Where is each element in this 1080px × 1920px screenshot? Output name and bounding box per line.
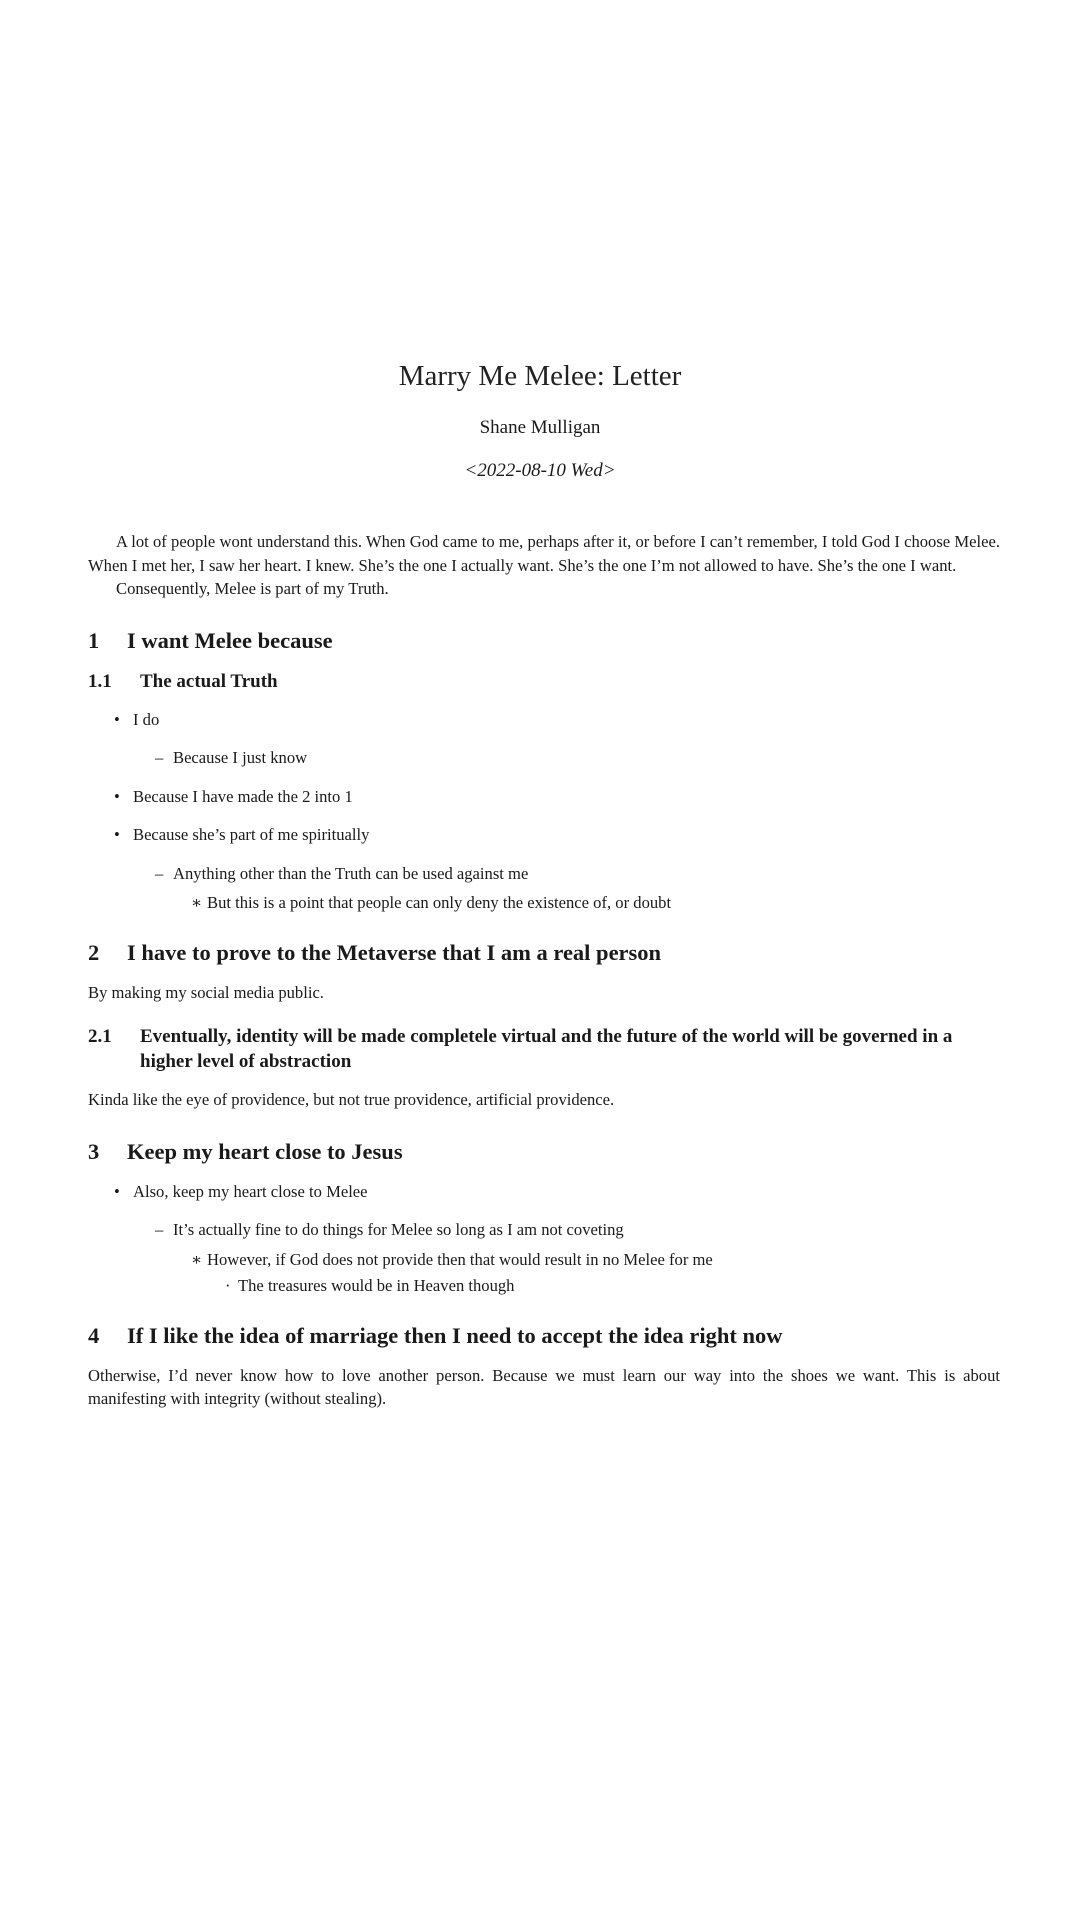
section-title: If I like the idea of marriage then I need to accept the idea right now (127, 1322, 783, 1348)
list-item (88, 708, 1000, 770)
list-item-text: However, if God does not provide then that would result in no Melee for me (207, 1249, 713, 1269)
section-number: 1 (88, 627, 100, 653)
bullet-marker: • (114, 786, 120, 806)
list-item (88, 823, 1000, 915)
subsection-heading (88, 669, 1000, 694)
subsection-heading (88, 1024, 1000, 1074)
dot-marker: · (225, 1276, 231, 1295)
bullet-marker: • (114, 709, 120, 729)
section-number: 2 (88, 939, 100, 965)
section-number: 3 (88, 1138, 100, 1164)
intro-paragraph: Consequently, Melee is part of my Truth. (116, 579, 389, 598)
section-heading (88, 627, 1000, 655)
section-text: Otherwise, I’d never know how to love another person. Because we must learn our way into the shoes we want. This is about manifesting with integrity (without stealing). (88, 1365, 1000, 1408)
nested-list (133, 1218, 1000, 1298)
dash-marker: – (155, 748, 164, 767)
intro-paragraph: A lot of people wont understand this. When God came to me, perhaps after it, or before I can’t remember, I told God I choose Melee. When I met her, I saw her heart. I knew. She’s the one I actually want. She’s the one I’m not allowed to have. She’s the one I want. (88, 532, 1000, 575)
bullet-marker: • (114, 825, 120, 844)
list-item (88, 785, 1000, 809)
asterisk-marker: ∗ (191, 1249, 203, 1269)
section-heading (88, 939, 1000, 967)
list-item (173, 891, 1000, 915)
subsection-text: Kinda like the eye of providence, but not true providence, artificial providence. (88, 1090, 615, 1109)
list-item-text: But this is a point that people can only deny the existence of, or doubt (207, 893, 672, 912)
list-item (133, 1218, 1000, 1298)
nested-list (173, 891, 1000, 915)
document-body (88, 530, 1000, 1411)
list-item (133, 862, 1000, 915)
section-title: Keep my heart close to Jesus (127, 1138, 403, 1164)
list-item-text: Because I have made the 2 into 1 (133, 786, 353, 806)
section-heading (88, 1322, 1000, 1350)
bullet-list (88, 1180, 1000, 1298)
section-title: I have to prove to the Metaverse that I am a real person (127, 939, 662, 965)
section-number: 4 (88, 1322, 100, 1348)
nested-list (133, 746, 1000, 770)
document-author: Shane Mulligan (479, 417, 601, 438)
list-item-text: It’s actually fine to do things for Melee so long as I am not coveting (173, 1220, 624, 1239)
section-title: I want Melee because (127, 627, 333, 653)
nested-list (207, 1274, 1000, 1298)
list-item-text: Also, keep my heart close to Melee (133, 1181, 368, 1201)
document-title: Marry Me Melee: Letter (398, 360, 682, 392)
subsection-number: 1.1 (88, 670, 112, 692)
subsection-title: Eventually, identity will be made completele virtual and the future of the world will be governed in a higher level of abstraction (140, 1026, 953, 1072)
nested-list (173, 1248, 1000, 1298)
list-item-text: Because she’s part of me spiritually (133, 825, 370, 844)
list-item-text: Because I just know (173, 748, 308, 767)
nested-list (133, 862, 1000, 915)
subsection-title: The actual Truth (140, 670, 278, 692)
bullet-marker: • (114, 1181, 120, 1201)
list-item (207, 1274, 1000, 1298)
bullet-list (88, 708, 1000, 915)
dash-marker: – (155, 863, 164, 883)
list-item (173, 1248, 1000, 1298)
asterisk-marker: ∗ (191, 893, 203, 912)
list-item (88, 1180, 1000, 1298)
list-item-text: The treasures would be in Heaven though (238, 1276, 515, 1295)
document-date: <2022-08-10 Wed> (464, 460, 616, 481)
list-item (133, 746, 1000, 770)
section-heading (88, 1138, 1000, 1166)
section-text: By making my social media public. (88, 982, 324, 1002)
list-item-text: I do (133, 709, 160, 729)
subsection-number: 2.1 (88, 1026, 112, 1047)
dash-marker: – (155, 1220, 164, 1239)
list-item-text: Anything other than the Truth can be used against me (173, 863, 529, 883)
